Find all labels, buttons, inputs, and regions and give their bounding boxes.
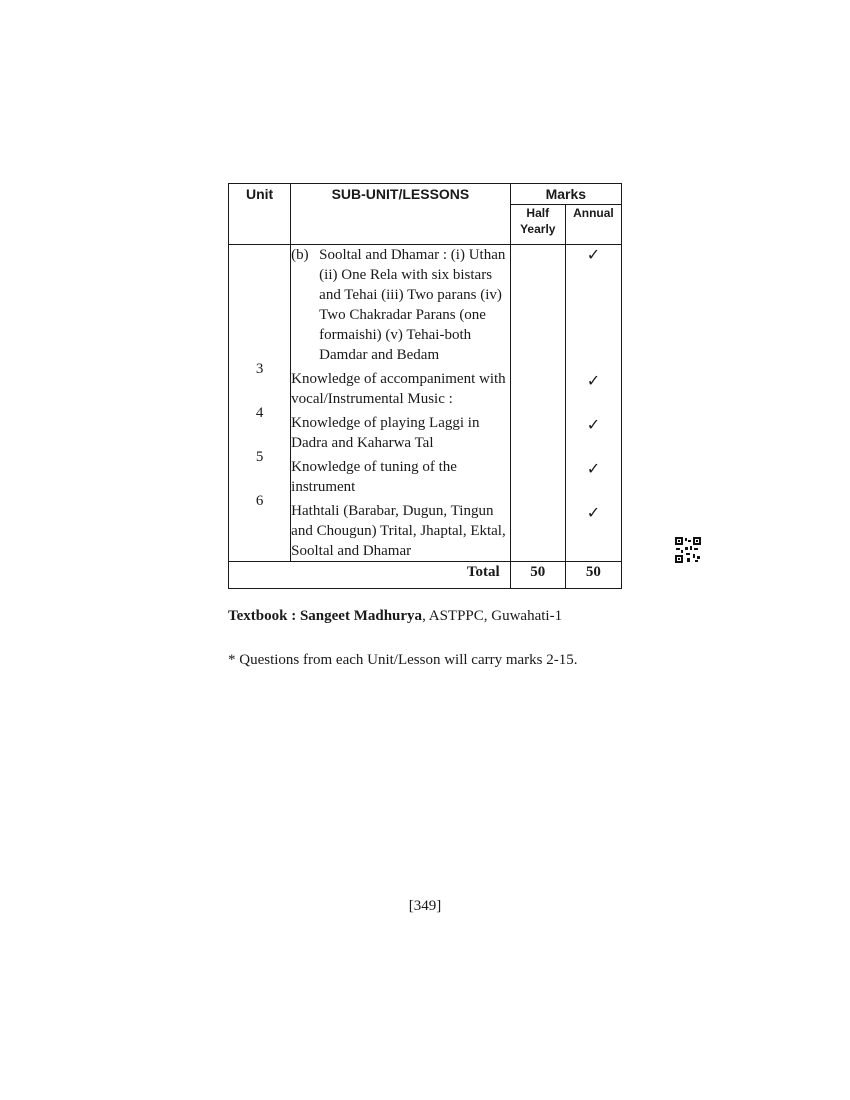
header-row [229,184,622,205]
check-spacer [566,437,621,459]
textbook-line [228,608,562,625]
unit-spacer [229,245,290,359]
unit-spacer [229,425,290,447]
total-row [229,562,622,589]
marks-header: Marks [510,184,621,205]
marks-note: * Questions from each Unit/Lesson will carry marks 2-15. [228,652,578,668]
textbook-title: Sangeet Madhurya [299,608,423,624]
textbook-prefix: Textbook : [228,608,300,624]
lesson-item [291,245,510,365]
checkmark-icon: ✓ [586,245,601,264]
unit-number: 3 [255,361,264,377]
half-yearly-column [510,245,565,562]
total-annual: 50 [565,562,621,589]
sub-unit-header: SUB-UNIT/LESSONS [291,184,511,245]
unit-column [229,245,291,562]
table-body-row [229,245,622,562]
unit-number: 4 [255,405,264,421]
syllabus-table [228,183,622,589]
lesson-item: Knowledge of playing Laggi in Dadra and Kaharwa Tal [291,415,480,451]
check-spacer [566,267,621,371]
check-spacer [566,481,621,503]
qr-code-icon [675,537,701,563]
lesson-label: (b) [291,247,309,263]
lesson-text: Sooltal and Dhamar : (i) Uthan (ii) One Rela with six bistars and Tehai (iii) Two parans (iv) Two Chakradar Parans (one formaishi) (v) Tehai-both Damdar and Bedam [319,247,506,363]
annual-header: Annual [565,205,621,245]
half-yearly-header: Half Yearly [510,205,565,245]
annual-column [565,245,621,562]
lessons-column [291,245,511,562]
lesson-item: Knowledge of accompaniment with vocal/Instrumental Music : [291,371,506,407]
check-spacer [566,393,621,415]
checkmark-icon: ✓ [586,503,601,522]
total-label: Total [229,562,511,589]
checkmark-icon: ✓ [586,459,601,478]
checkmark-icon: ✓ [586,371,601,390]
total-half-yearly: 50 [510,562,565,589]
unit-spacer [229,381,290,403]
unit-number: 5 [255,449,264,465]
page-number: [349] [408,898,442,914]
lesson-item: Knowledge of tuning of the instrument [291,459,457,495]
checkmark-icon: ✓ [586,415,601,434]
lesson-item: Hathtali (Barabar, Dugun, Tingun and Chougun) Trital, Jhaptal, Ektal, Sooltal and Dhamar [291,503,506,559]
textbook-publisher: , ASTPPC, Guwahati-1 [422,608,563,624]
unit-header: Unit [229,184,291,245]
unit-number: 6 [255,493,264,509]
unit-spacer [229,469,290,491]
